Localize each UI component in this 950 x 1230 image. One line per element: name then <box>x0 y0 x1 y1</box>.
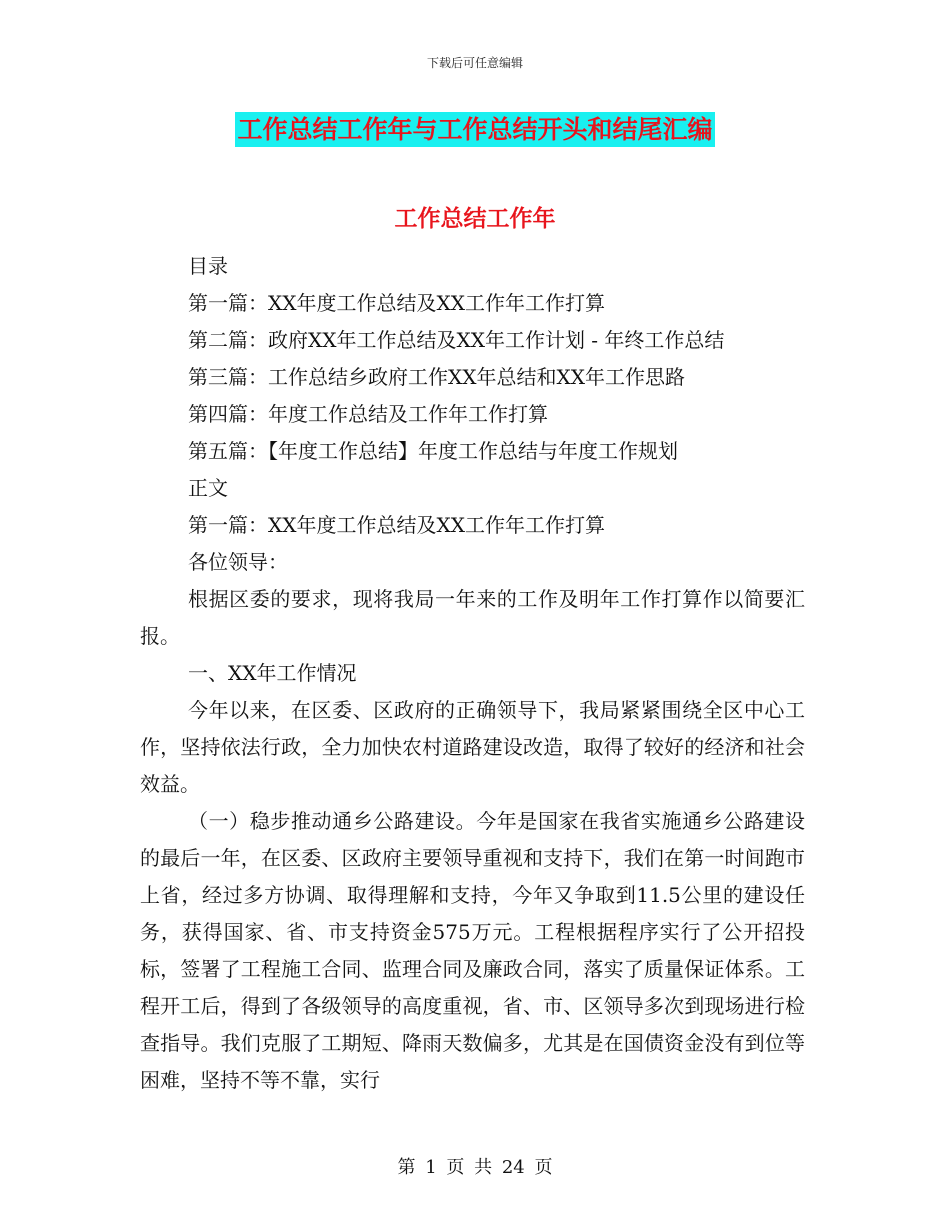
header-note: 下载后可任意编辑 <box>426 56 523 70</box>
main-title-highlight: 工作总结工作年与工作总结开头和结尾汇编 <box>235 112 714 147</box>
toc-item: 第五篇：【年度工作总结】年度工作总结与年度工作规划 <box>188 439 678 463</box>
body-paragraph: 今年以来，在区委、区政府的正确领导下，我局紧紧围绕全区中心工作，坚持依法行政，全力加快农村道路建设改造，取得了较好的经济和社会效益。 <box>140 698 805 796</box>
intro-paragraph: 根据区委的要求，现将我局一年来的工作及明年工作打算作以简要汇报。 <box>140 587 805 648</box>
toc-heading: 目录 <box>188 254 228 278</box>
body-paragraph: （一）稳步推动通乡公路建设。今年是国家在我省实施通乡公路建设的最后一年，在区委、区政府主要领导重视和支持下，我们在第一时间跑市上省，经过多方协调、取得理解和支持，今年又争取到11.5公里的建设任务，获得国家、省、市支持资金575万元。工程根据程序实行了公开招投标，签署了工程施工合同、监理合同及廉政合同，落实了质量保证体系。工程开工后，得到了各级领导的高度重视，省、市、区领导多次到现场进行检查指导。我们克服了工期短、降雨天数偏多，尤其是在国债资金没有到位等困难，坚持不等不靠，实行 <box>140 809 805 1092</box>
main-text-label: 正文 <box>188 476 228 500</box>
document-body <box>140 248 805 1099</box>
toc-item: 第四篇：年度工作总结及工作年工作打算 <box>188 402 548 426</box>
document-sub-title: 工作总结工作年 <box>394 206 556 232</box>
toc-item: 第三篇：工作总结乡政府工作XX年总结和XX年工作思路 <box>188 365 685 389</box>
page-footer: 第 1 页 共 24 页 <box>397 1157 553 1178</box>
article-title: 第一篇：XX年度工作总结及XX工作年工作打算 <box>188 513 605 537</box>
document-main-title <box>0 110 950 146</box>
toc-item: 第一篇：XX年度工作总结及XX工作年工作打算 <box>188 291 605 315</box>
greeting: 各位领导： <box>188 550 288 574</box>
toc-item: 第二篇：政府XX年工作总结及XX年工作计划 - 年终工作总结 <box>188 328 725 352</box>
section-heading: 一、XX年工作情况 <box>188 661 357 685</box>
